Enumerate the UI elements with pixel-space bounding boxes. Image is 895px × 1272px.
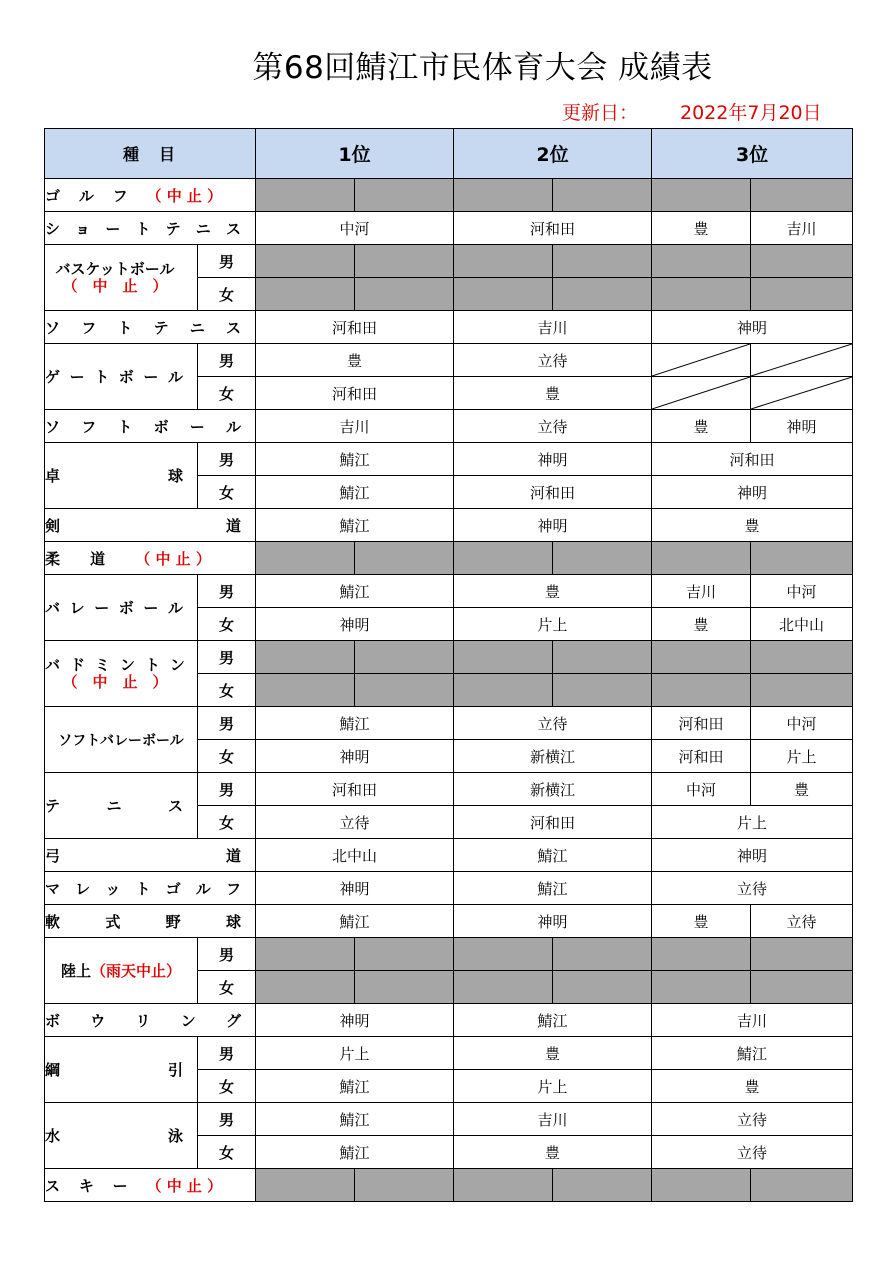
event-soft-volleyball: ソフトバレーボール — [45, 707, 198, 773]
second-cell: 片上 — [454, 1070, 652, 1103]
cancelled-cell — [454, 641, 553, 674]
third-cell: 豊 — [652, 212, 751, 245]
no-entry-cell — [652, 344, 751, 377]
event-short-tennis: シ ョ ー ト テ ニ ス — [45, 212, 256, 245]
third-cell: 神明 — [652, 311, 853, 344]
second-cell: 吉川 — [454, 311, 652, 344]
first-cell: 鯖江 — [256, 1136, 454, 1169]
second-cell: 片上 — [454, 608, 652, 641]
header-event: 種 目 — [45, 129, 256, 179]
cancelled-cell — [652, 641, 751, 674]
second-cell: 新横江 — [454, 740, 652, 773]
cancelled-cell — [454, 1169, 553, 1202]
cancelled-cell — [355, 1169, 454, 1202]
first-cell: 鯖江 — [256, 443, 454, 476]
first-cell: 北中山 — [256, 839, 454, 872]
second-cell: 鯖江 — [454, 1004, 652, 1037]
cancelled-cell — [256, 971, 355, 1004]
table-row — [45, 311, 853, 344]
first-cell: 鯖江 — [256, 575, 454, 608]
table-row — [45, 773, 853, 806]
cancelled-cell — [256, 1169, 355, 1202]
third-cell: 鯖江 — [652, 1037, 853, 1070]
first-cell: 鯖江 — [256, 509, 454, 542]
table-row — [45, 410, 853, 443]
table-row — [45, 839, 853, 872]
second-cell: 河和田 — [454, 212, 652, 245]
event-kyudo: 弓 道 — [45, 839, 256, 872]
event-ski: ス キ ー （ 中 止 ） — [45, 1169, 256, 1202]
cancelled-cell — [652, 278, 751, 311]
second-cell: 豊 — [454, 377, 652, 410]
cancelled-cell — [355, 938, 454, 971]
event-athletics: 陸上（雨天中止） — [45, 938, 198, 1004]
table-row — [45, 245, 853, 278]
cancelled-cell — [256, 179, 355, 212]
cancelled-cell — [553, 971, 652, 1004]
table-row — [45, 872, 853, 905]
sex-female: 女 — [198, 1070, 256, 1103]
third-cell: 神明 — [652, 476, 853, 509]
event-tug-of-war: 綱 引 — [45, 1037, 198, 1103]
table-row — [45, 179, 853, 212]
table-row — [45, 509, 853, 542]
sex-female: 女 — [198, 1136, 256, 1169]
event-kendo: 剣 道 — [45, 509, 256, 542]
cancelled-cell — [256, 641, 355, 674]
second-cell: 吉川 — [454, 1103, 652, 1136]
sex-male: 男 — [198, 1103, 256, 1136]
third-cell: 吉川 — [652, 575, 751, 608]
first-cell: 鯖江 — [256, 707, 454, 740]
cancelled-cell — [256, 674, 355, 707]
sex-male: 男 — [198, 938, 256, 971]
cancelled-cell — [652, 971, 751, 1004]
third-cell: 豊 — [652, 608, 751, 641]
first-cell: 鯖江 — [256, 476, 454, 509]
third-cell: 片上 — [751, 740, 853, 773]
table-row — [45, 1037, 853, 1070]
results-table — [44, 128, 853, 1202]
third-cell: 豊 — [652, 905, 751, 938]
no-entry-cell — [751, 344, 853, 377]
second-cell: 河和田 — [454, 476, 652, 509]
no-entry-cell — [652, 377, 751, 410]
updated-value: 2022年7月20日 — [680, 102, 822, 124]
cancelled-cell — [553, 179, 652, 212]
event-softball: ソ フ ト ボ ー ル — [45, 410, 256, 443]
event-tennis: テ ニ ス — [45, 773, 198, 839]
event-softball-baseball: 軟 式 野 球 — [45, 905, 256, 938]
cancelled-cell — [355, 245, 454, 278]
table-row — [45, 542, 853, 575]
event-basketball: バスケットボール （ 中 止 ） — [45, 245, 198, 311]
header-third: 3位 — [652, 129, 853, 179]
third-cell: 豊 — [751, 773, 853, 806]
third-cell: 中河 — [652, 773, 751, 806]
table-row — [45, 443, 853, 476]
cancelled-cell — [553, 674, 652, 707]
sex-male: 男 — [198, 575, 256, 608]
event-table-tennis: 卓 球 — [45, 443, 198, 509]
second-cell: 立待 — [454, 344, 652, 377]
cancelled-cell — [652, 1169, 751, 1202]
cancelled-cell — [553, 542, 652, 575]
third-cell: 立待 — [652, 872, 853, 905]
third-cell: 豊 — [652, 410, 751, 443]
third-cell: 片上 — [652, 806, 853, 839]
updated-date — [562, 98, 822, 125]
header-row — [45, 129, 853, 179]
table-row — [45, 1004, 853, 1037]
third-cell: 立待 — [652, 1103, 853, 1136]
event-bowling: ボ ウ リ ン グ — [45, 1004, 256, 1037]
third-cell: 豊 — [652, 509, 853, 542]
cancelled-cell — [553, 1169, 652, 1202]
cancelled-cell — [751, 278, 853, 311]
third-cell: 中河 — [751, 707, 853, 740]
sex-male: 男 — [198, 641, 256, 674]
table-row — [45, 212, 853, 245]
first-cell: 鯖江 — [256, 1070, 454, 1103]
sex-female: 女 — [198, 377, 256, 410]
third-cell: 中河 — [751, 575, 853, 608]
cancelled-cell — [355, 674, 454, 707]
header-second: 2位 — [454, 129, 652, 179]
header-first: 1位 — [256, 129, 454, 179]
sex-male: 男 — [198, 1037, 256, 1070]
event-badminton: バ ド ミ ン ト ン （ 中 止 ） — [45, 641, 198, 707]
sex-male: 男 — [198, 773, 256, 806]
cancelled-cell — [751, 245, 853, 278]
cancelled-cell — [553, 245, 652, 278]
first-cell: 立待 — [256, 806, 454, 839]
first-cell: 河和田 — [256, 773, 454, 806]
cancelled-cell — [355, 971, 454, 1004]
table-row — [45, 938, 853, 971]
cancelled-cell — [751, 938, 853, 971]
cancelled-cell — [553, 278, 652, 311]
sex-female: 女 — [198, 806, 256, 839]
event-volleyball: バ レ ー ボ ー ル — [45, 575, 198, 641]
third-cell: 河和田 — [652, 707, 751, 740]
cancelled-cell — [355, 542, 454, 575]
third-cell: 立待 — [751, 905, 853, 938]
second-cell: 立待 — [454, 410, 652, 443]
cancelled-cell — [751, 674, 853, 707]
updated-label: 更新日： — [562, 102, 639, 124]
no-entry-cell — [751, 377, 853, 410]
table-row — [45, 707, 853, 740]
second-cell: 豊 — [454, 1037, 652, 1070]
cancelled-cell — [355, 278, 454, 311]
first-cell: 河和田 — [256, 377, 454, 410]
cancelled-cell — [652, 179, 751, 212]
cancelled-cell — [355, 641, 454, 674]
cancelled-cell — [454, 179, 553, 212]
third-cell: 河和田 — [652, 740, 751, 773]
first-cell: 鯖江 — [256, 905, 454, 938]
table-row — [45, 1169, 853, 1202]
second-cell: 鯖江 — [454, 872, 652, 905]
cancelled-cell — [256, 245, 355, 278]
first-cell: 中河 — [256, 212, 454, 245]
sex-female: 女 — [198, 740, 256, 773]
third-cell: 立待 — [652, 1136, 853, 1169]
table-row — [45, 344, 853, 377]
cancelled-cell — [454, 278, 553, 311]
second-cell: 神明 — [454, 509, 652, 542]
table-row — [45, 575, 853, 608]
page-title: 第68回鯖江市民体育大会 成績表 — [252, 50, 713, 86]
first-cell: 吉川 — [256, 410, 454, 443]
second-cell: 神明 — [454, 905, 652, 938]
event-mallet-golf: マ レ ッ ト ゴ ル フ — [45, 872, 256, 905]
cancelled-cell — [751, 971, 853, 1004]
cancelled-cell — [652, 674, 751, 707]
cancelled-cell — [751, 542, 853, 575]
third-cell: 河和田 — [652, 443, 853, 476]
sex-male: 男 — [198, 245, 256, 278]
sex-female: 女 — [198, 674, 256, 707]
second-cell: 新横江 — [454, 773, 652, 806]
third-cell: 吉川 — [652, 1004, 853, 1037]
table-row — [45, 905, 853, 938]
cancelled-cell — [454, 938, 553, 971]
second-cell: 立待 — [454, 707, 652, 740]
cancelled-cell — [256, 278, 355, 311]
cancelled-cell — [355, 179, 454, 212]
first-cell: 河和田 — [256, 311, 454, 344]
first-cell: 神明 — [256, 1004, 454, 1037]
sex-female: 女 — [198, 971, 256, 1004]
first-cell: 神明 — [256, 872, 454, 905]
first-cell: 片上 — [256, 1037, 454, 1070]
cancelled-cell — [454, 971, 553, 1004]
cancelled-cell — [454, 245, 553, 278]
table-row — [45, 1103, 853, 1136]
third-cell: 神明 — [652, 839, 853, 872]
sex-male: 男 — [198, 443, 256, 476]
third-cell: 豊 — [652, 1070, 853, 1103]
cancelled-cell — [256, 542, 355, 575]
cancelled-cell — [751, 641, 853, 674]
sex-male: 男 — [198, 344, 256, 377]
table-row — [45, 641, 853, 674]
event-gateball: ゲ ー ト ボ ー ル — [45, 344, 198, 410]
event-judo: 柔 道 （ 中 止 ） — [45, 542, 256, 575]
event-golf: ゴ ル フ （ 中 止 ） — [45, 179, 256, 212]
sex-female: 女 — [198, 476, 256, 509]
third-cell: 吉川 — [751, 212, 853, 245]
cancelled-cell — [652, 542, 751, 575]
second-cell: 豊 — [454, 575, 652, 608]
cancelled-cell — [652, 245, 751, 278]
event-swimming: 水 泳 — [45, 1103, 198, 1169]
second-cell: 神明 — [454, 443, 652, 476]
first-cell: 鯖江 — [256, 1103, 454, 1136]
first-cell: 豊 — [256, 344, 454, 377]
second-cell: 豊 — [454, 1136, 652, 1169]
third-cell: 北中山 — [751, 608, 853, 641]
sex-female: 女 — [198, 608, 256, 641]
cancelled-cell — [256, 938, 355, 971]
cancelled-cell — [454, 542, 553, 575]
cancelled-cell — [751, 1169, 853, 1202]
cancelled-cell — [751, 179, 853, 212]
third-cell: 神明 — [751, 410, 853, 443]
cancelled-cell — [652, 938, 751, 971]
first-cell: 神明 — [256, 608, 454, 641]
sex-male: 男 — [198, 707, 256, 740]
first-cell: 神明 — [256, 740, 454, 773]
cancelled-cell — [553, 641, 652, 674]
event-soft-tennis: ソ フ ト テ ニ ス — [45, 311, 256, 344]
second-cell: 鯖江 — [454, 839, 652, 872]
cancelled-cell — [553, 938, 652, 971]
sex-female: 女 — [198, 278, 256, 311]
cancelled-cell — [454, 674, 553, 707]
second-cell: 河和田 — [454, 806, 652, 839]
